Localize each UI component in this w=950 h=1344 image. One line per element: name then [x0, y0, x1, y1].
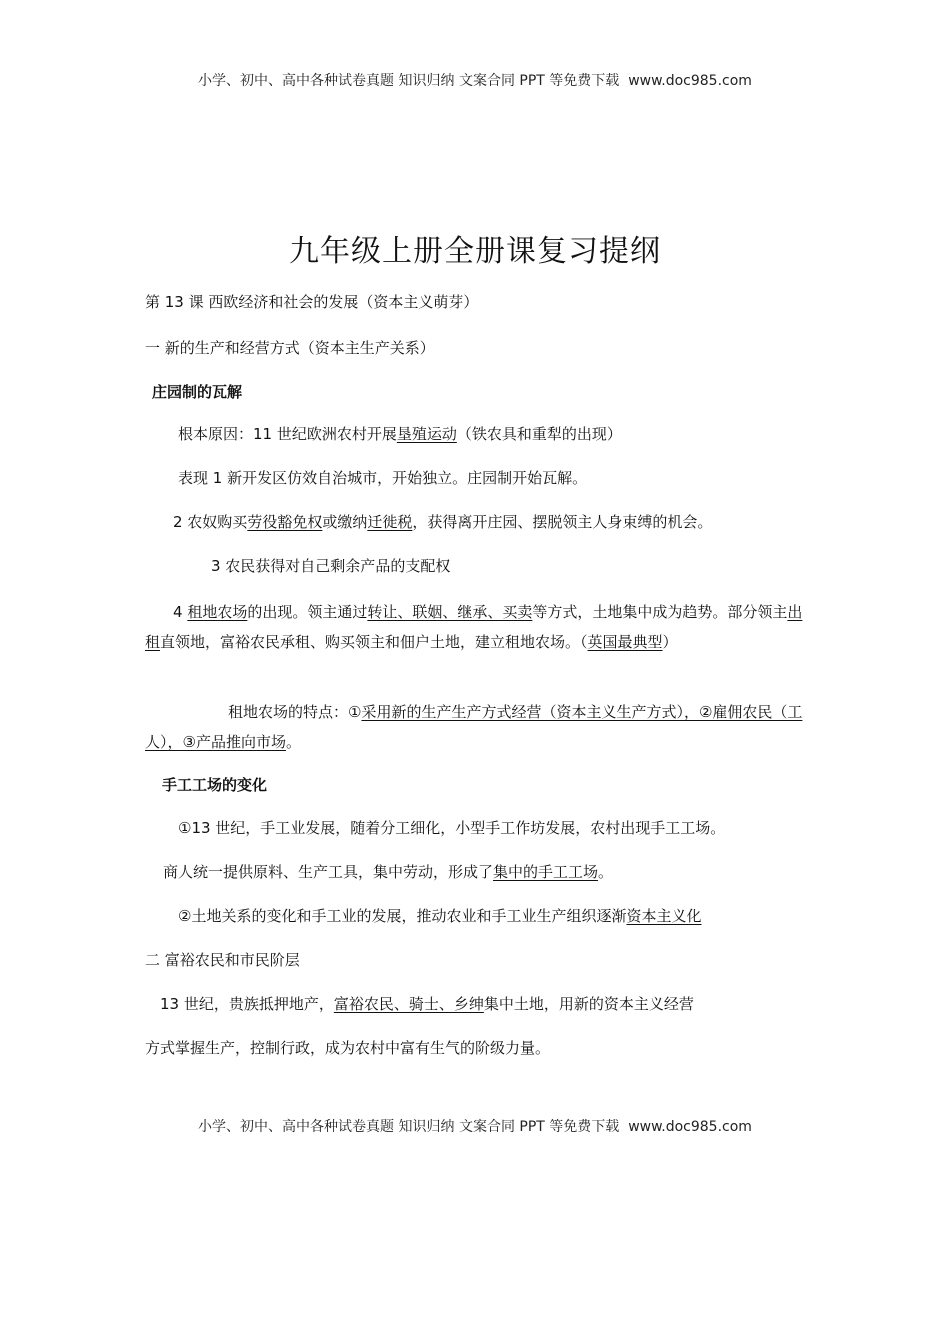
underlined-term: 转让、联姻、继承、买卖 [367, 603, 533, 621]
footer-text: 小学、初中、高中各种试卷真题 知识归纳 文案合同 PPT 等免费下载 [198, 1119, 620, 1135]
header-url[interactable]: www.doc985.com [628, 73, 752, 89]
paragraph-2: 2 农奴购买劳役豁免权或缴纳迁徙税，获得离开庄园、摆脱领主人身束缚的机会。 [173, 513, 713, 531]
paragraph-10: 方式掌握生产，控制行政，成为农村中富有生气的阶级力量。 [145, 1039, 551, 1057]
header-text: 小学、初中、高中各种试卷真题 知识归纳 文案合同 PPT 等免费下载 [198, 73, 620, 89]
paragraph-4: 4 租地农场的出现。领主通过转让、联姻、继承、买卖等方式，土地集中成为趋势。部分领主出租直领地，富裕农民承租、购买领主和佃户土地，建立租地农场。（英国最典型） [145, 603, 803, 651]
underlined-term: 资本主义化 [626, 907, 702, 925]
paragraph-5: 租地农场的特点：①采用新的生产生产方式经营（资本主义生产方式），②雇佣农民（工人），③产品推向市场。 [145, 703, 803, 751]
underlined-term: 采用新的生产生产方式经营（资本主义生产方式），②雇佣农民（工人），③产品推向市场 [145, 703, 803, 751]
underlined-term: 租地农场 [187, 603, 248, 621]
paragraph-7: 商人统一提供原料、生产工具，集中劳动，形成了集中的手工工场。 [163, 863, 614, 881]
paragraph-8: ②土地关系的变化和手工业的发展，推动农业和手工业生产组织逐渐资本主义化 [178, 907, 702, 925]
underlined-term: 迁徙税 [367, 513, 413, 531]
subheading-workshop: 手工工场的变化 [162, 776, 268, 794]
subheading-manor: 庄园制的瓦解 [152, 383, 243, 401]
footer-url[interactable]: www.doc985.com [628, 1119, 752, 1135]
page-header [0, 70, 950, 90]
root-cause-paragraph: 根本原因：11 世纪欧洲农村开展垦殖运动（铁农具和重犁的出现） [178, 425, 622, 443]
page-footer [0, 1116, 950, 1136]
underlined-term: 出租 [145, 603, 803, 651]
lesson-heading: 第 13 课 西欧经济和社会的发展（资本主义萌芽） [145, 293, 479, 311]
section-one-heading: 一 新的生产和经营方式（资本主生产关系） [145, 339, 435, 357]
underlined-term: 英国最典型 [587, 633, 663, 651]
underlined-term: 富裕农民、骑士、乡绅 [333, 995, 484, 1013]
paragraph-1: 表现 1 新开发区仿效自治城市，开始独立。庄园制开始瓦解。 [178, 469, 588, 487]
underlined-term: 劳役豁免权 [247, 513, 323, 531]
underlined-term: 集中的手工工场 [493, 863, 599, 881]
paragraph-9: 13 世纪，贵族抵押地产，富裕农民、骑士、乡绅集中土地，用新的资本主义经营 [160, 995, 694, 1013]
section-two-heading: 二 富裕农民和市民阶层 [145, 951, 300, 969]
paragraph-3: 3 农民获得对自己剩余产品的支配权 [211, 557, 451, 575]
underlined-term: 垦殖运动 [396, 425, 457, 443]
document-title: 九年级上册全册课复习提纲 [289, 234, 661, 269]
paragraph-6: ①13 世纪，手工业发展，随着分工细化，小型手工作坊发展，农村出现手工工场。 [178, 819, 726, 837]
